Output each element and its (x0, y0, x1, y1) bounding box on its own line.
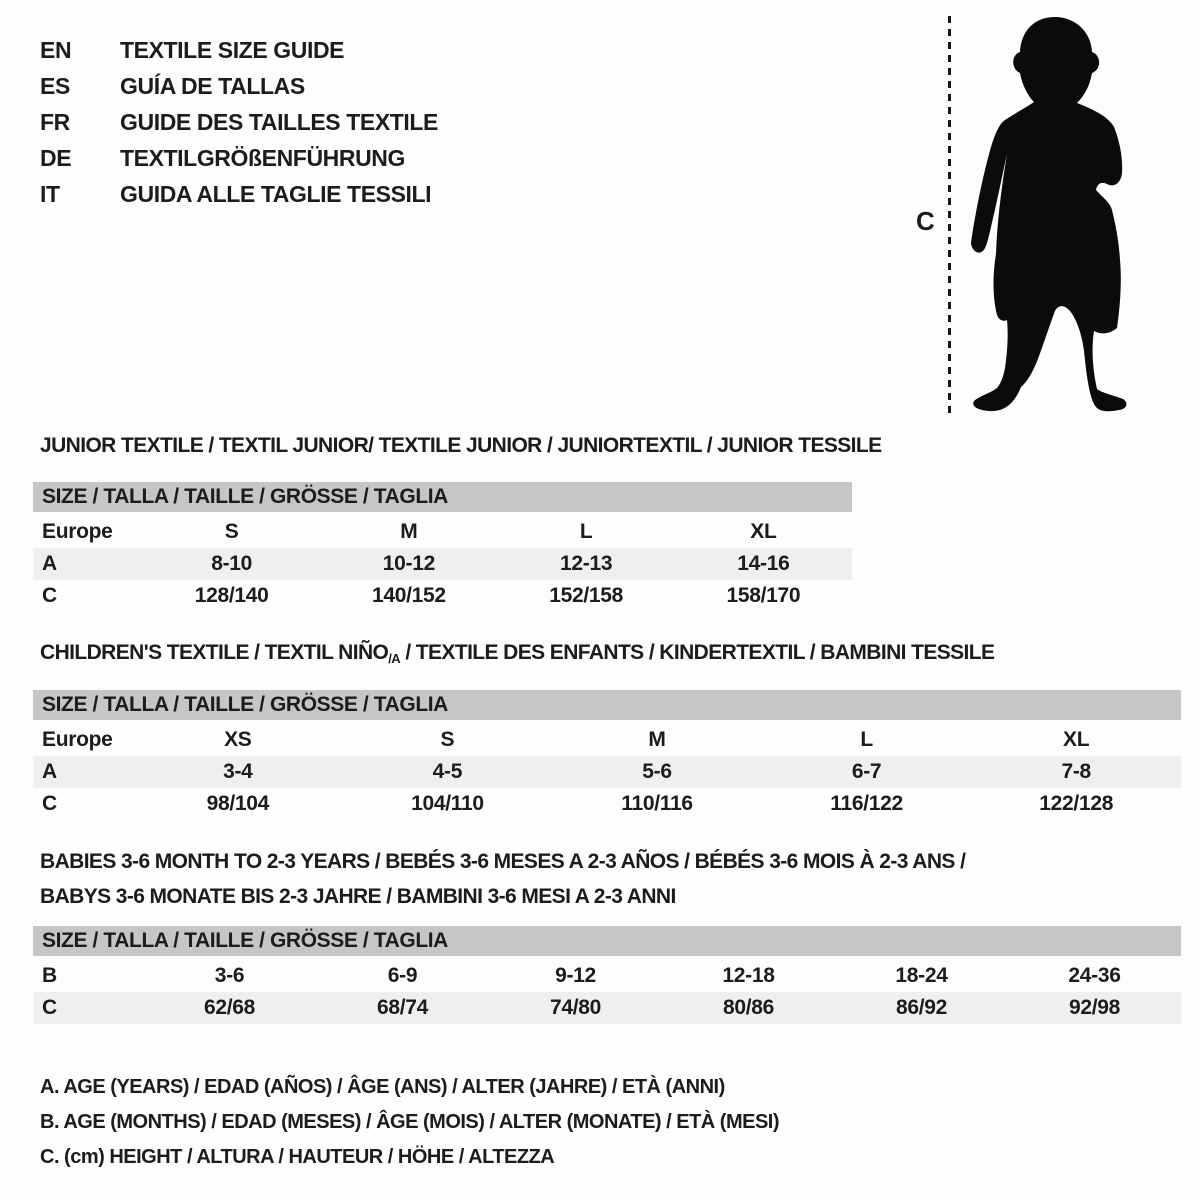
size-cell: S (224, 520, 239, 543)
table-row-europe (33, 724, 1181, 756)
language-row-en (40, 32, 438, 68)
age-cell: 7-8 (1061, 760, 1091, 783)
height-cell: 98/104 (206, 792, 270, 815)
babies-title-line1: BABIES 3-6 MONTH TO 2-3 YEARS / BEBÉS 3-6 MESES A 2-3 AÑOS / BÉBÉS 3-6 MOIS À 2-3 ANS / (40, 849, 966, 873)
row-label: C (42, 792, 57, 815)
age-cell: 6-7 (851, 760, 882, 783)
height-cell: 74/80 (549, 996, 602, 1019)
height-cell: 104/110 (411, 792, 484, 815)
guide-title-en: TEXTILE SIZE GUIDE (120, 36, 345, 63)
junior-section-title: JUNIOR TEXTILE / TEXTIL JUNIOR/ TEXTILE JUNIOR / JUNIORTEXTIL / JUNIOR TESSILE (40, 434, 882, 457)
row-label: A (42, 552, 57, 575)
legend-line-c: C. (cm) HEIGHT / ALTURA / HAUTEUR / HÖHE / ALTEZZA (40, 1146, 555, 1168)
height-cell: 80/86 (722, 996, 775, 1019)
age-cell: 9-12 (555, 964, 596, 987)
height-cell: 128/140 (194, 584, 269, 607)
size-cell: XS (224, 728, 252, 751)
row-label: C (42, 584, 57, 607)
height-cell: 158/170 (726, 584, 801, 607)
language-code: ES (40, 72, 70, 99)
age-cell: 4-5 (432, 760, 463, 783)
guide-title-it: GUIDA ALLE TAGLIE TESSILI (120, 180, 432, 207)
size-header-bar: SIZE / TALLA / TAILLE / GRÖSSE / TAGLIA (33, 690, 1181, 720)
row-label: C (42, 996, 57, 1019)
children-size-table (33, 690, 1181, 820)
age-cell: 8-10 (211, 552, 253, 575)
table-row-age (33, 756, 1181, 788)
height-measure-dashed-line (948, 16, 951, 414)
table-row-europe (33, 516, 852, 548)
language-code: EN (40, 36, 72, 63)
language-title-block (40, 32, 438, 212)
table-row-age-months (33, 960, 1181, 992)
size-cell: S (440, 728, 455, 751)
height-cell: 140/152 (371, 584, 446, 607)
row-label: B (42, 964, 57, 987)
language-code: FR (40, 108, 70, 135)
table-row-height (33, 788, 1181, 820)
age-cell: 10-12 (382, 552, 435, 575)
children-title-subscript: /A (388, 650, 401, 666)
row-label: Europe (42, 520, 113, 543)
measurement-legend (40, 1070, 779, 1175)
age-cell: 3-4 (223, 760, 253, 783)
legend-line-a: A. AGE (YEARS) / EDAD (AÑOS) / ÂGE (ANS) / ALTER (JAHRE) / ETÀ (ANNI) (40, 1076, 725, 1098)
children-title-text: CHILDREN'S TEXTILE / TEXTIL NIÑO (40, 641, 389, 664)
language-row-de (40, 140, 438, 176)
guide-title-de: TEXTILGRÖßENFÜHRUNG (120, 144, 405, 171)
language-code: IT (40, 180, 60, 207)
language-row-es (40, 68, 438, 104)
size-header-bar: SIZE / TALLA / TAILLE / GRÖSSE / TAGLIA (33, 926, 1181, 956)
height-cell: 68/74 (376, 996, 429, 1019)
height-cell: 62/68 (203, 996, 256, 1019)
toddler-silhouette-image (960, 12, 1134, 418)
age-cell: 3-6 (214, 964, 245, 987)
language-code: DE (40, 144, 72, 171)
legend-line-b: B. AGE (MONTHS) / EDAD (MESES) / ÂGE (MOIS) / ALTER (MONATE) / ETÀ (MESI) (40, 1111, 780, 1133)
height-cell: 116/122 (830, 792, 903, 815)
table-row-height (33, 580, 852, 612)
size-cell: XL (750, 520, 777, 543)
age-cell: 12-18 (722, 964, 775, 987)
height-cell: 86/92 (895, 996, 948, 1019)
height-cell: 92/98 (1068, 996, 1121, 1019)
size-header-bar: SIZE / TALLA / TAILLE / GRÖSSE / TAGLIA (33, 482, 852, 512)
row-label: A (42, 760, 57, 783)
babies-title-line2: BABYS 3-6 MONATE BIS 2-3 JAHRE / BAMBINI 3-6 MESI A 2-3 ANNI (40, 884, 676, 908)
height-cell: 122/128 (1039, 792, 1114, 815)
height-cell: 110/116 (621, 792, 693, 815)
age-cell: 18-24 (895, 964, 948, 987)
babies-section-title (40, 844, 965, 914)
guide-title-fr: GUIDE DES TAILLES TEXTILE (120, 108, 438, 135)
height-measure-label: C (916, 206, 935, 236)
babies-size-table (33, 926, 1181, 1024)
children-section-title (40, 641, 994, 671)
table-row-age (33, 548, 852, 580)
language-row-it (40, 176, 438, 212)
language-row-fr (40, 104, 438, 140)
table-row-height (33, 992, 1181, 1024)
row-label: Europe (42, 728, 113, 751)
age-cell: 5-6 (642, 760, 672, 783)
age-cell: 12-13 (560, 552, 613, 575)
size-cell: L (579, 520, 593, 543)
size-cell: XL (1063, 728, 1090, 751)
size-cell: M (648, 728, 666, 751)
age-cell: 6-9 (387, 964, 418, 987)
children-title-text: / TEXTILE DES ENFANTS / KINDERTEXTIL / BAMBINI TESSILE (400, 641, 995, 664)
size-cell: M (400, 520, 418, 543)
junior-size-table (33, 482, 852, 612)
size-cell: L (860, 728, 873, 751)
height-cell: 152/158 (549, 584, 624, 607)
guide-title-es: GUÍA DE TALLAS (120, 72, 305, 99)
age-cell: 24-36 (1068, 964, 1121, 987)
age-cell: 14-16 (737, 552, 790, 575)
